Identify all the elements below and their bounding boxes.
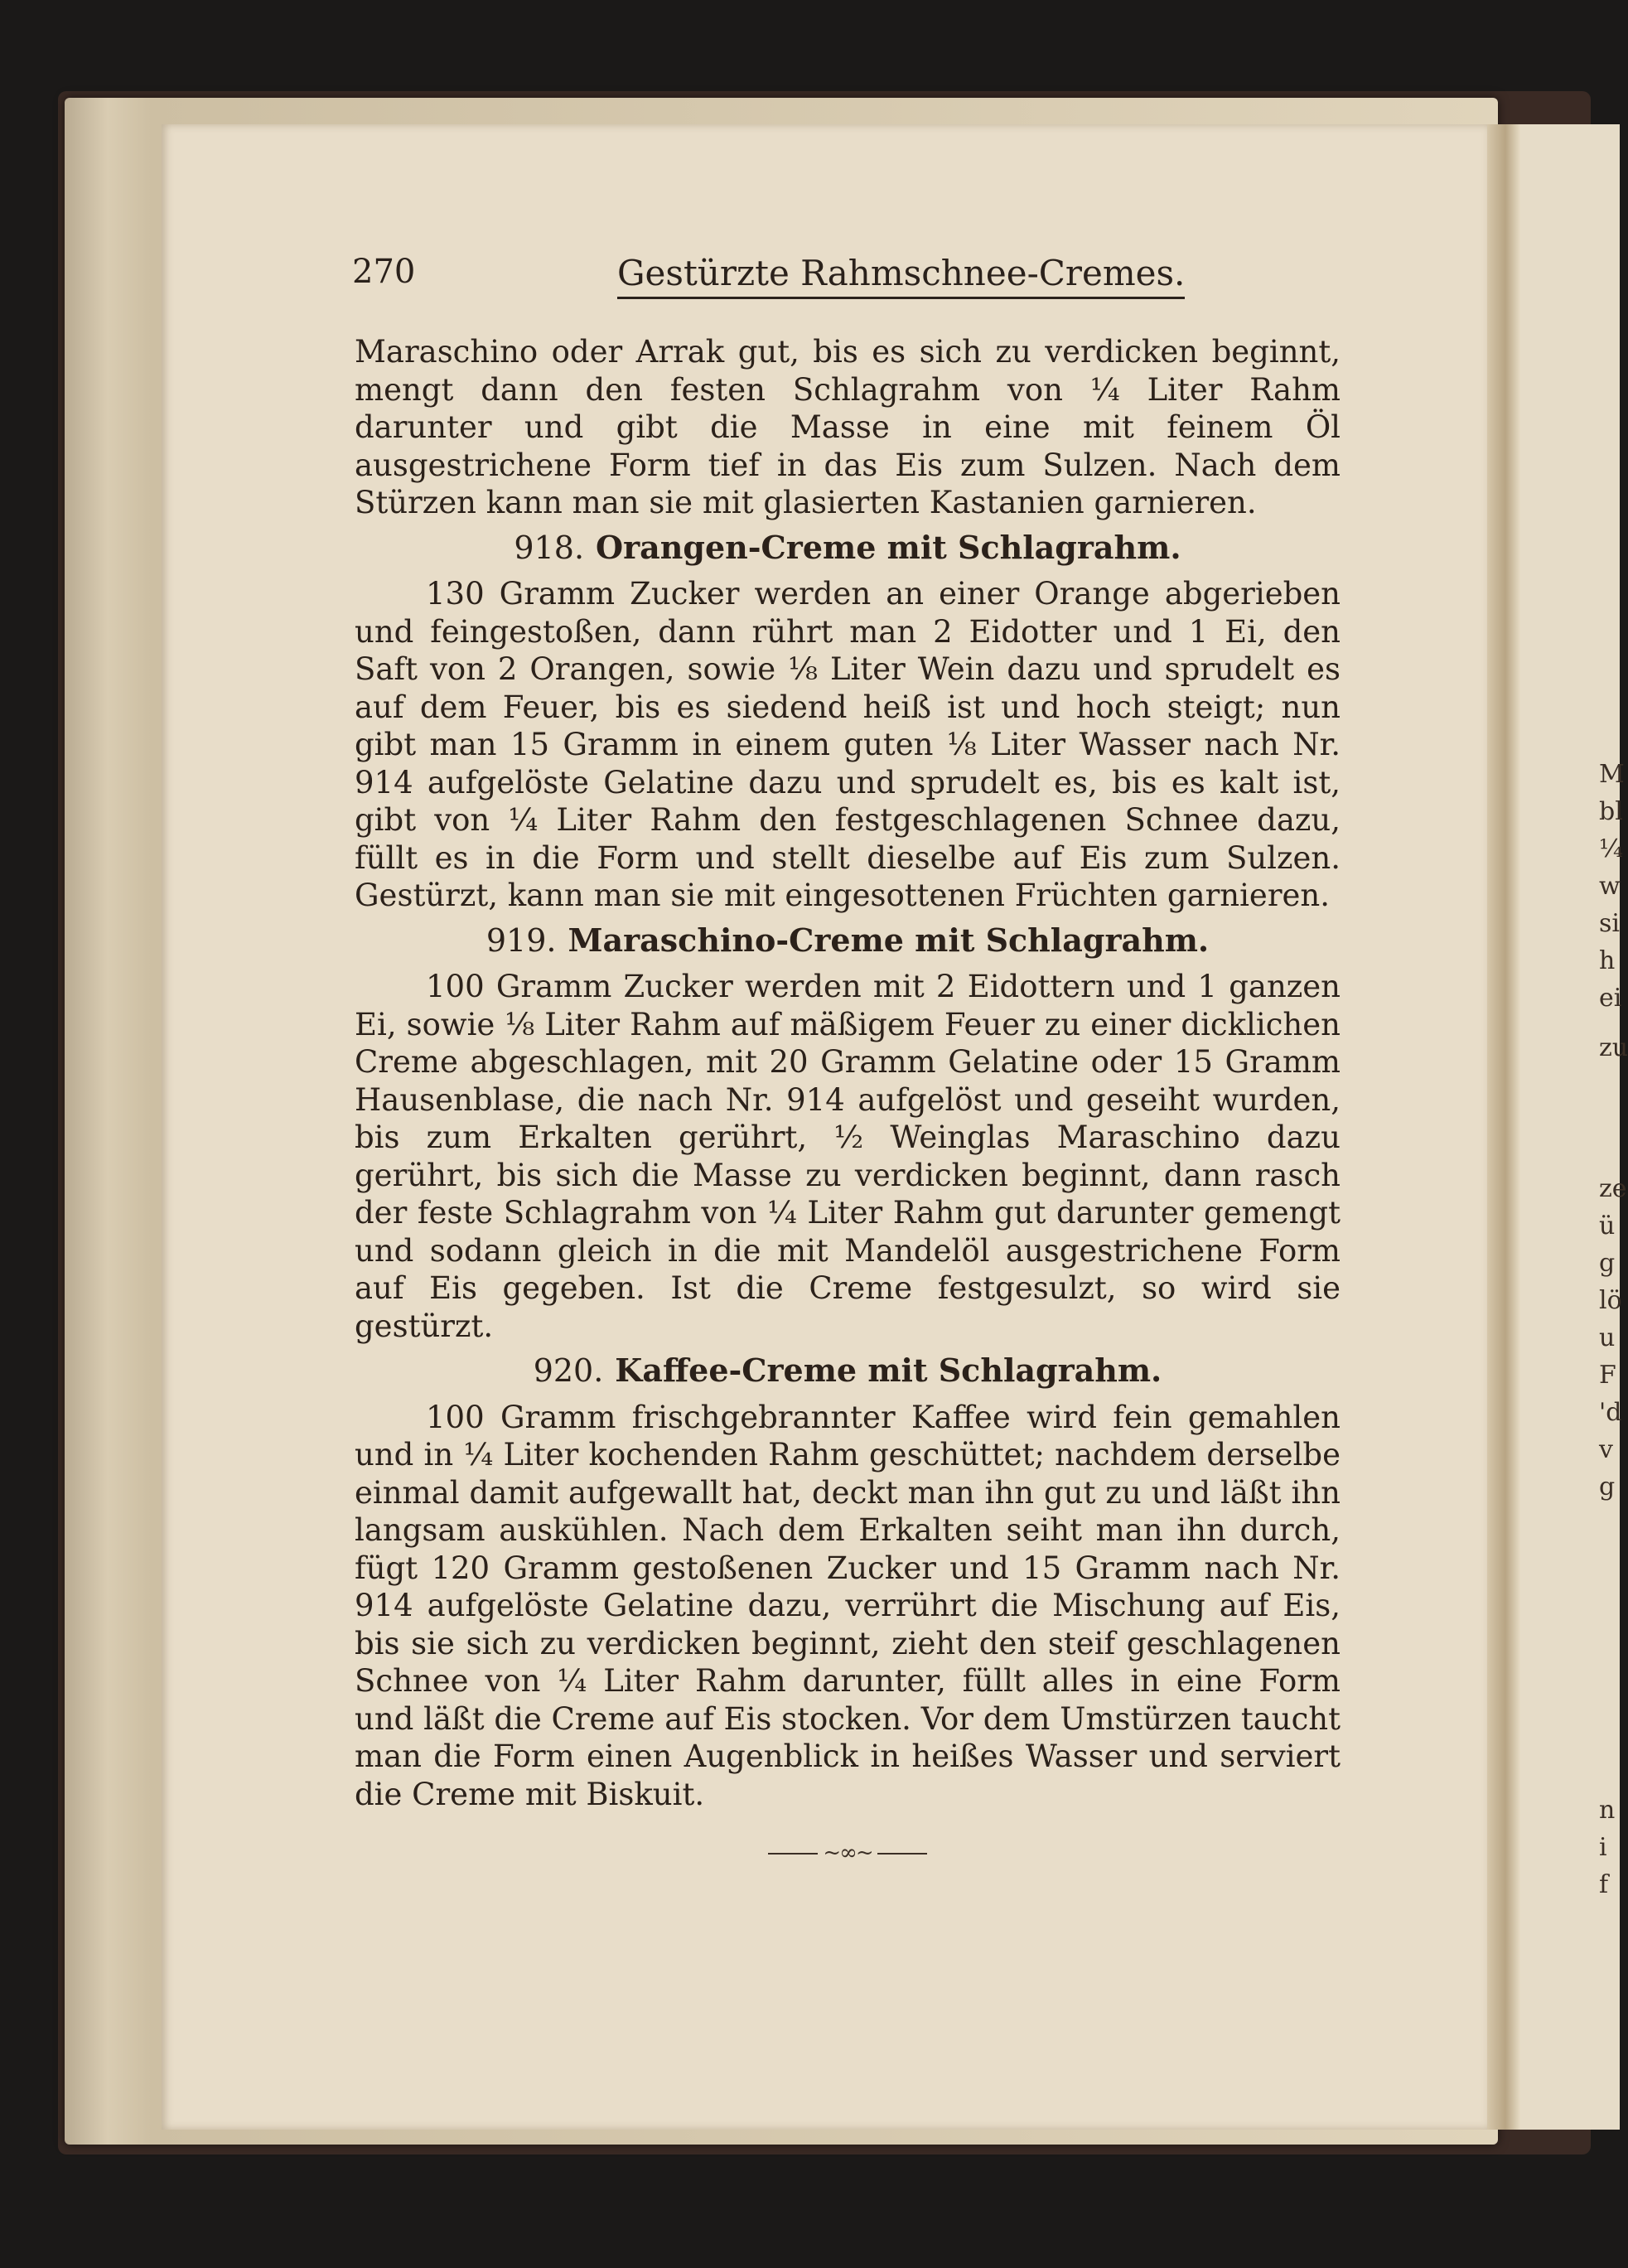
recipe-heading [355,1352,1341,1390]
ornament-line [877,1853,927,1855]
facing-page-fragment: g [1599,1249,1616,1278]
facing-page-fragment: lö [1599,1286,1622,1315]
recipe-number: 918. [514,529,585,566]
facing-page-fragment: u [1599,1323,1616,1352]
facing-page-fragment: ei [1599,984,1622,1013]
facing-page-fragment: w [1599,872,1621,901]
facing-page-fragment: 'd [1599,1398,1622,1427]
page-body [355,333,1341,1873]
page-number: 270 [352,253,416,291]
facing-page-fragment: M [1599,760,1625,789]
facing-page-fragment: v [1599,1435,1613,1464]
facing-page-fragment: f [1599,1870,1609,1899]
page-header [352,253,1338,302]
end-ornament [355,1835,1341,1873]
facing-page-edge [1520,124,1628,2130]
facing-page-fragment: h [1599,946,1616,975]
running-head: Gestürzte Rahmschnee-Cremes. [617,253,1185,299]
facing-page-fragment: n [1599,1796,1616,1825]
facing-page-fragment: bl [1599,797,1623,826]
recipe-text: 100 Gramm Zucker werden mit 2 Eidottern und 1 ganzen Ei, sowie ⅛ Liter Rahm auf mäßigem Feuer zu einer dicklichen Creme abgeschlagen, mit 20 Gramm Gelatine oder 15 Gramm Hausenblase, die nach Nr. 914 aufgelöst und geseiht wurden, bis zum Erkalten gerührt, ½ Weinglas Maraschino dazu gerührt, bis sich die Masse zu verdicken beginnt, dann rasch der feste Schlagrahm von ¼ Liter Rahm gut darunter gemengt und sodann gleich in die mit Mandelöl ausgestrichene Form auf Eis gegeben. Ist die Creme festgesulzt, so wird sie gestürzt. [355,969,1341,1344]
recipe-text: 130 Gramm Zucker werden an einer Orange abgerieben und feingestoßen, dann rührt man 2 Eidotter und 1 Ei, den Saft von 2 Orangen, sowie ⅛ Liter Wein dazu und sprudelt es auf dem Feuer, bis es siedend heiß ist und hoch steigt; nun gibt man 15 Gramm in einem guten ⅛ Liter Wasser nach Nr. 914 aufgelöste Gelatine dazu und sprudelt es, bis es kalt ist, gibt von ¼ Liter Rahm den festgeschlagenen Schnee dazu, füllt es in die Form und stellt dieselbe auf Eis zum Sulzen. Gestürzt, kann man sie mit eingesottenen Früchten garnieren. [355,576,1341,913]
facing-page-fragment: F [1599,1361,1616,1390]
facing-page-fragment: ü [1599,1211,1616,1240]
ornament-glyph: ~∞~ [823,1840,872,1865]
intro-paragraph: Maraschino oder Arrak gut, bis es sich zu verdicken beginnt, mengt dann den festen Schlagrahm von ¼ Liter Rahm darunter und gibt die Masse in eine mit feinem Öl ausgestrichene Form tief in das Eis zum Sulzen. Nach dem Stürzen kann man sie mit glasierten Kastanien garnieren. [355,334,1341,520]
recipe-number: 920. [533,1352,604,1389]
recipe-title: Kaffee-Creme mit Schlagrahm. [615,1352,1162,1389]
recipe-title: Orangen-Creme mit Schlagrahm. [596,528,1181,566]
facing-page-fragment: g [1599,1473,1616,1502]
facing-page-fragment: ze [1599,1174,1627,1203]
recipe-heading [355,921,1341,960]
facing-page-fragment: i [1599,1833,1607,1862]
recipe-title: Maraschino-Creme mit Schlagrahm. [568,921,1210,959]
book-gutter [1487,124,1520,2130]
facing-page-fragment: si [1599,909,1620,938]
ornament-line [768,1853,818,1855]
facing-page-fragment: zu [1599,1033,1628,1062]
recipe-text: 100 Gramm frischgebrannter Kaffee wird fein gemahlen und in ¼ Liter kochenden Rahm geschüttet; nachdem derselbe einmal damit aufgewallt hat, deckt man ihn gut zu und läßt ihn langsam auskühlen. Nach dem Erkalten seiht man ihn durch, fügt 120 Gramm gestoßenen Zucker und 15 Gramm nach Nr. 914 aufgelöste Gelatine dazu, verrührt die Mischung auf Eis, bis sie sich zu verdicken beginnt, zieht den steif geschlagenen Schnee von ¼ Liter Rahm darunter, füllt alles in eine Form und läßt die Creme auf Eis stocken. Vor dem Umstürzen taucht man die Form einen Augenblick in heißes Wasser und serviert die Creme mit Biskuit. [355,1399,1341,1812]
recipe-heading [355,529,1341,568]
facing-page-fragment: ¼ [1599,834,1624,863]
recipe-number: 919. [486,921,557,959]
